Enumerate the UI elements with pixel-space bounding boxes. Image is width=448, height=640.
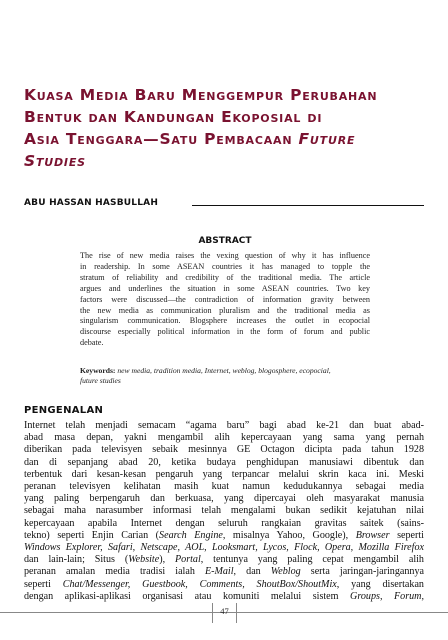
- body-italic: Browser: [355, 529, 390, 541]
- body-line: yang paling berpengaruh dan berkuasa, yang dipercayai oleh masyarakat manusia: [24, 493, 424, 505]
- abstract-line: in readership. In some ASEAN countries it has managed to topple the: [80, 261, 370, 271]
- abstract-line: argues and underlines the situation in some ASEAN countries. Two key: [80, 283, 370, 293]
- body-text: seperti: [389, 529, 424, 541]
- body-text: , yang disertakan: [336, 578, 424, 590]
- keywords-line-2: [80, 376, 370, 386]
- body-italic: Search Engine: [159, 529, 223, 541]
- body-text: dengan aplikasi-aplikasi organisasi atau komuniti melalui sistem: [24, 590, 351, 602]
- keywords-line-1: [80, 366, 370, 376]
- abstract-line: factors were discussed—the contradiction of information gravity between: [80, 294, 370, 304]
- keywords-label: Keywords:: [80, 366, 116, 375]
- abstract-body: [80, 251, 370, 349]
- abstract-line: discourse especially political information in the form of forum and public: [80, 327, 370, 337]
- title-line-3-text: Asia Tenggara—Satu Pembacaan: [24, 130, 299, 148]
- abstract-line: debate.: [80, 338, 104, 348]
- body-line: [24, 542, 424, 554]
- title-line-1: Kuasa Media Baru Menggempur Perubahan: [24, 86, 378, 104]
- body-text: ),: [159, 554, 175, 566]
- body-line: Internet telah menjadi semacam “agama baru” bagi abad ke-21 dan buat abad-: [24, 420, 424, 431]
- page-number: 47: [220, 606, 229, 616]
- article-title: [24, 84, 424, 172]
- body-line: [24, 579, 424, 591]
- author-rule: [192, 205, 424, 206]
- title-line-4: Studies: [24, 152, 86, 170]
- body-text: serta jaringan-jaringannya: [300, 566, 424, 578]
- keywords-list: new media, tradition media, Internet, weblog, blogosphere, ecopocial,: [117, 366, 331, 375]
- title-line-3-italic: Future: [298, 130, 356, 148]
- keywords: [80, 366, 370, 386]
- author-name: ABU HASSAN HASBULLAH: [24, 198, 159, 208]
- body-italic: Weblog: [270, 566, 301, 578]
- section-heading: PENGENALAN: [24, 405, 104, 416]
- abstract-line: stratum of reliability and credibility of the traditional media. The article: [80, 272, 370, 282]
- body-text: dan lain-lain; Situs (: [24, 554, 129, 566]
- body-line: diberikan pada televisyen sebaik mesinnya GE Octagon dicipta pada tahun 1928: [24, 444, 424, 456]
- body-line: abad masa depan, yakni mengambil alih kepercayaan yang sama yang pernah: [24, 432, 424, 444]
- body-text: , dan: [233, 566, 271, 578]
- body-italic: Chat/Messenger, Guestbook, Comments, ShoutBox/ShoutMix: [62, 578, 337, 590]
- body-italic: Portal: [174, 554, 201, 566]
- body-italic: Groups, Forum,: [350, 590, 424, 602]
- abstract-heading: ABSTRACT: [198, 236, 252, 246]
- body-italic: E-Mail: [204, 566, 234, 578]
- title-line-3: [24, 128, 424, 150]
- author-row: [24, 198, 424, 214]
- body-line: [24, 530, 424, 542]
- body-line: [24, 591, 424, 603]
- abstract-line: the new media as communication pluralism and the traditional media as: [80, 305, 370, 315]
- body-text: , tentunya yang paling cepat mengambil alih: [200, 554, 424, 566]
- body-line: terbentuk dari kesan-kesan pengaruh yang terpancar melalui skrin kaca ini. Meski: [24, 468, 424, 480]
- body-text: seperti: [24, 578, 63, 590]
- body-italic: Website: [128, 554, 160, 566]
- body-line: [24, 566, 424, 578]
- abstract-line: The rise of new media raises the vexing question of why it has influence: [80, 251, 370, 260]
- body-line: [24, 554, 424, 566]
- abstract-line: singularism communication. Blogsphere increases the outlet in ecopocial: [80, 316, 370, 326]
- body-text: peranan amalan media tradisi ialah: [24, 566, 205, 578]
- body-text: , misalnya Yahoo, Google),: [222, 529, 356, 541]
- body-line: sebagai maha narasumber informasi telah mengalami bukan sedikit kejatuhan nilai: [24, 505, 424, 517]
- body-line: dan di sepanjang abad 20, ketika budaya penghidupan manusiawi dibentuk dan: [24, 456, 424, 468]
- keywords-list-cont: future studies: [80, 376, 121, 385]
- body-italic: Windows Explorer, Safari, Netscape, AOL, Looksmart, Lycos, Flock, Opera, Mozilla Firefox: [24, 542, 424, 554]
- body-line: kepercayaan apabila Internet dengan seluruh rangkaian gravitas saitek (sains-: [24, 517, 424, 529]
- body-line: peranan televisyen kelihatan masih kuat namun kedudukannya sebagai media: [24, 481, 424, 493]
- title-line-2: Bentuk dan Kandungan Ekoposial di: [24, 108, 323, 126]
- section-body: [24, 420, 424, 603]
- body-text: tekno) seperti Enjin Carian (: [24, 529, 160, 541]
